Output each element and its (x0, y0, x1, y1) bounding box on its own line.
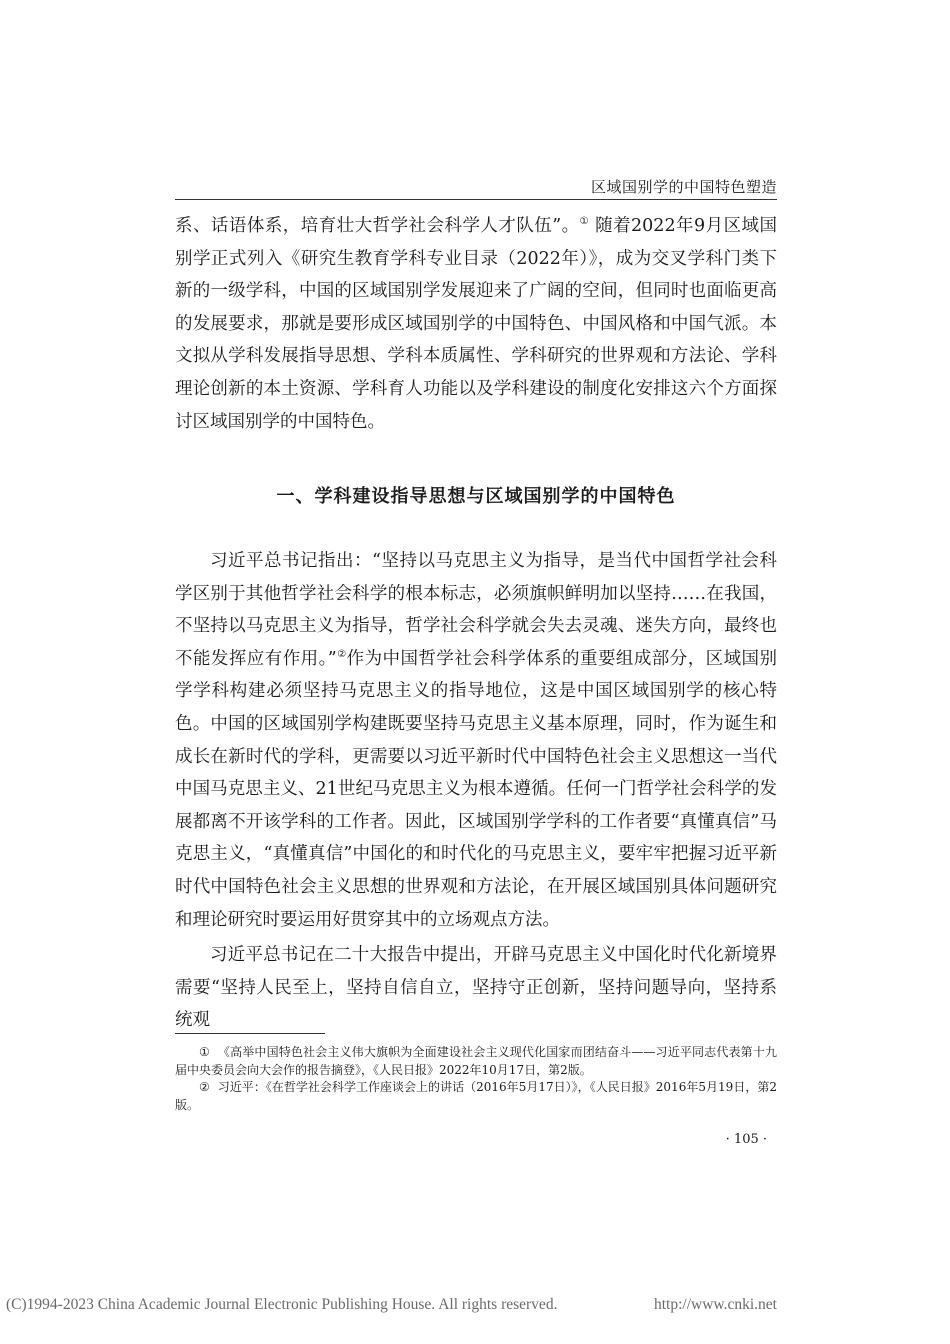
paragraph-1 (175, 210, 777, 438)
footnote-ref-1[interactable]: ① (579, 216, 590, 228)
copyright-notice: (C)1994-2023 China Academic Journal Electronic Publishing House. All rights reserved. (6, 1296, 558, 1313)
running-head: 区域国别学的中国特色塑造 (590, 178, 777, 196)
footnote-2-text: 习近平：《在哲学社会科学工作座谈会上的讲话（2016年5月17日）》，《人民日报》2016年5月19日，第2版。 (175, 1080, 777, 1112)
section-heading: 一、学科建设指导思想与区域国别学的中国特色 (276, 486, 676, 507)
paragraph-2 (175, 545, 777, 936)
footnote-2-mark: ② (199, 1080, 210, 1094)
footnote-1-text: 《高举中国特色社会主义伟大旗帜为全面建设社会主义现代化国家而团结奋斗——习近平同志代表第十九届中央委员会向大会作的报告摘登》，《人民日报》2022年10月17日，第2版。 (175, 1045, 777, 1077)
paragraph-2-text-b: 作为中国哲学社会科学体系的重要组成部分，区域国别学学科构建必须坚持马克思主义的指导地位，这是中国区域国别学的核心特色。中国的区域国别学构建既要坚持马克思主义基本原理，同时，作为诞生和成长在新时代的学科，更需要以习近平新时代中国特色社会主义思想这一当代中国马克思主义、21世纪马克思主义为根本遵循。任何一门哲学社会科学的发展都离不开该学科的工作者。因此，区域国别学学科的工作者要“真懂真信”马克思主义，“真懂真信”中国化的和时代化的马克思主义，要牢牢把握习近平新时代中国特色社会主义思想的世界观和方法论，在开展区域国别具体问题研究和理论研究时要运用好贯穿其中的立场观点方法。 (175, 648, 778, 930)
paragraph-2-text-a: 习近平总书记指出：“坚持以马克思主义为指导，是当代中国哲学社会科学区别于其他哲学社会科学的根本标志，必须旗帜鲜明加以坚持……在我国，不坚持以马克思主义为指导，哲学社会科学就会失去灵魂、迷失方向，最终也不能发挥应有作用。” (175, 551, 777, 669)
paragraph-3: 习近平总书记在二十大报告中提出，开辟马克思主义中国化时代化新境界需要“坚持人民至上，坚持自信自立，坚持守正创新，坚持问题导向，坚持系统观 (175, 945, 777, 1031)
footnotes (175, 1044, 777, 1114)
footnote-ref-2[interactable]: ② (336, 648, 347, 660)
footnote-rule (175, 1033, 325, 1034)
page-number: · 105 · (725, 1132, 767, 1147)
header-rule (175, 199, 777, 200)
footnote-1-mark: ① (199, 1045, 210, 1059)
paragraph-1-text-b: 随着2022年9月区域国别学正式列入《研究生教育学科专业目录（2022年）》，成为交叉学科门类下新的一级学科，中国的区域国别学发展迎来了广阔的空间，但同时也面临更高的发展要求，那就是要形成区域国别学的中国特色、中国风格和中国气派。本文拟从学科发展指导思想、学科本质属性、学科研究的世界观和方法论、学科理论创新的本土资源、学科育人功能以及学科建设的制度化安排这六个方面探讨区域国别学的中国特色。 (175, 216, 777, 432)
footnote-2 (175, 1079, 777, 1114)
footnote-1 (175, 1044, 777, 1079)
paragraph-1-text-a: 系、话语体系，培育壮大哲学社会科学人才队伍”。 (175, 216, 580, 236)
source-url[interactable]: http://www.cnki.net (654, 1296, 777, 1313)
